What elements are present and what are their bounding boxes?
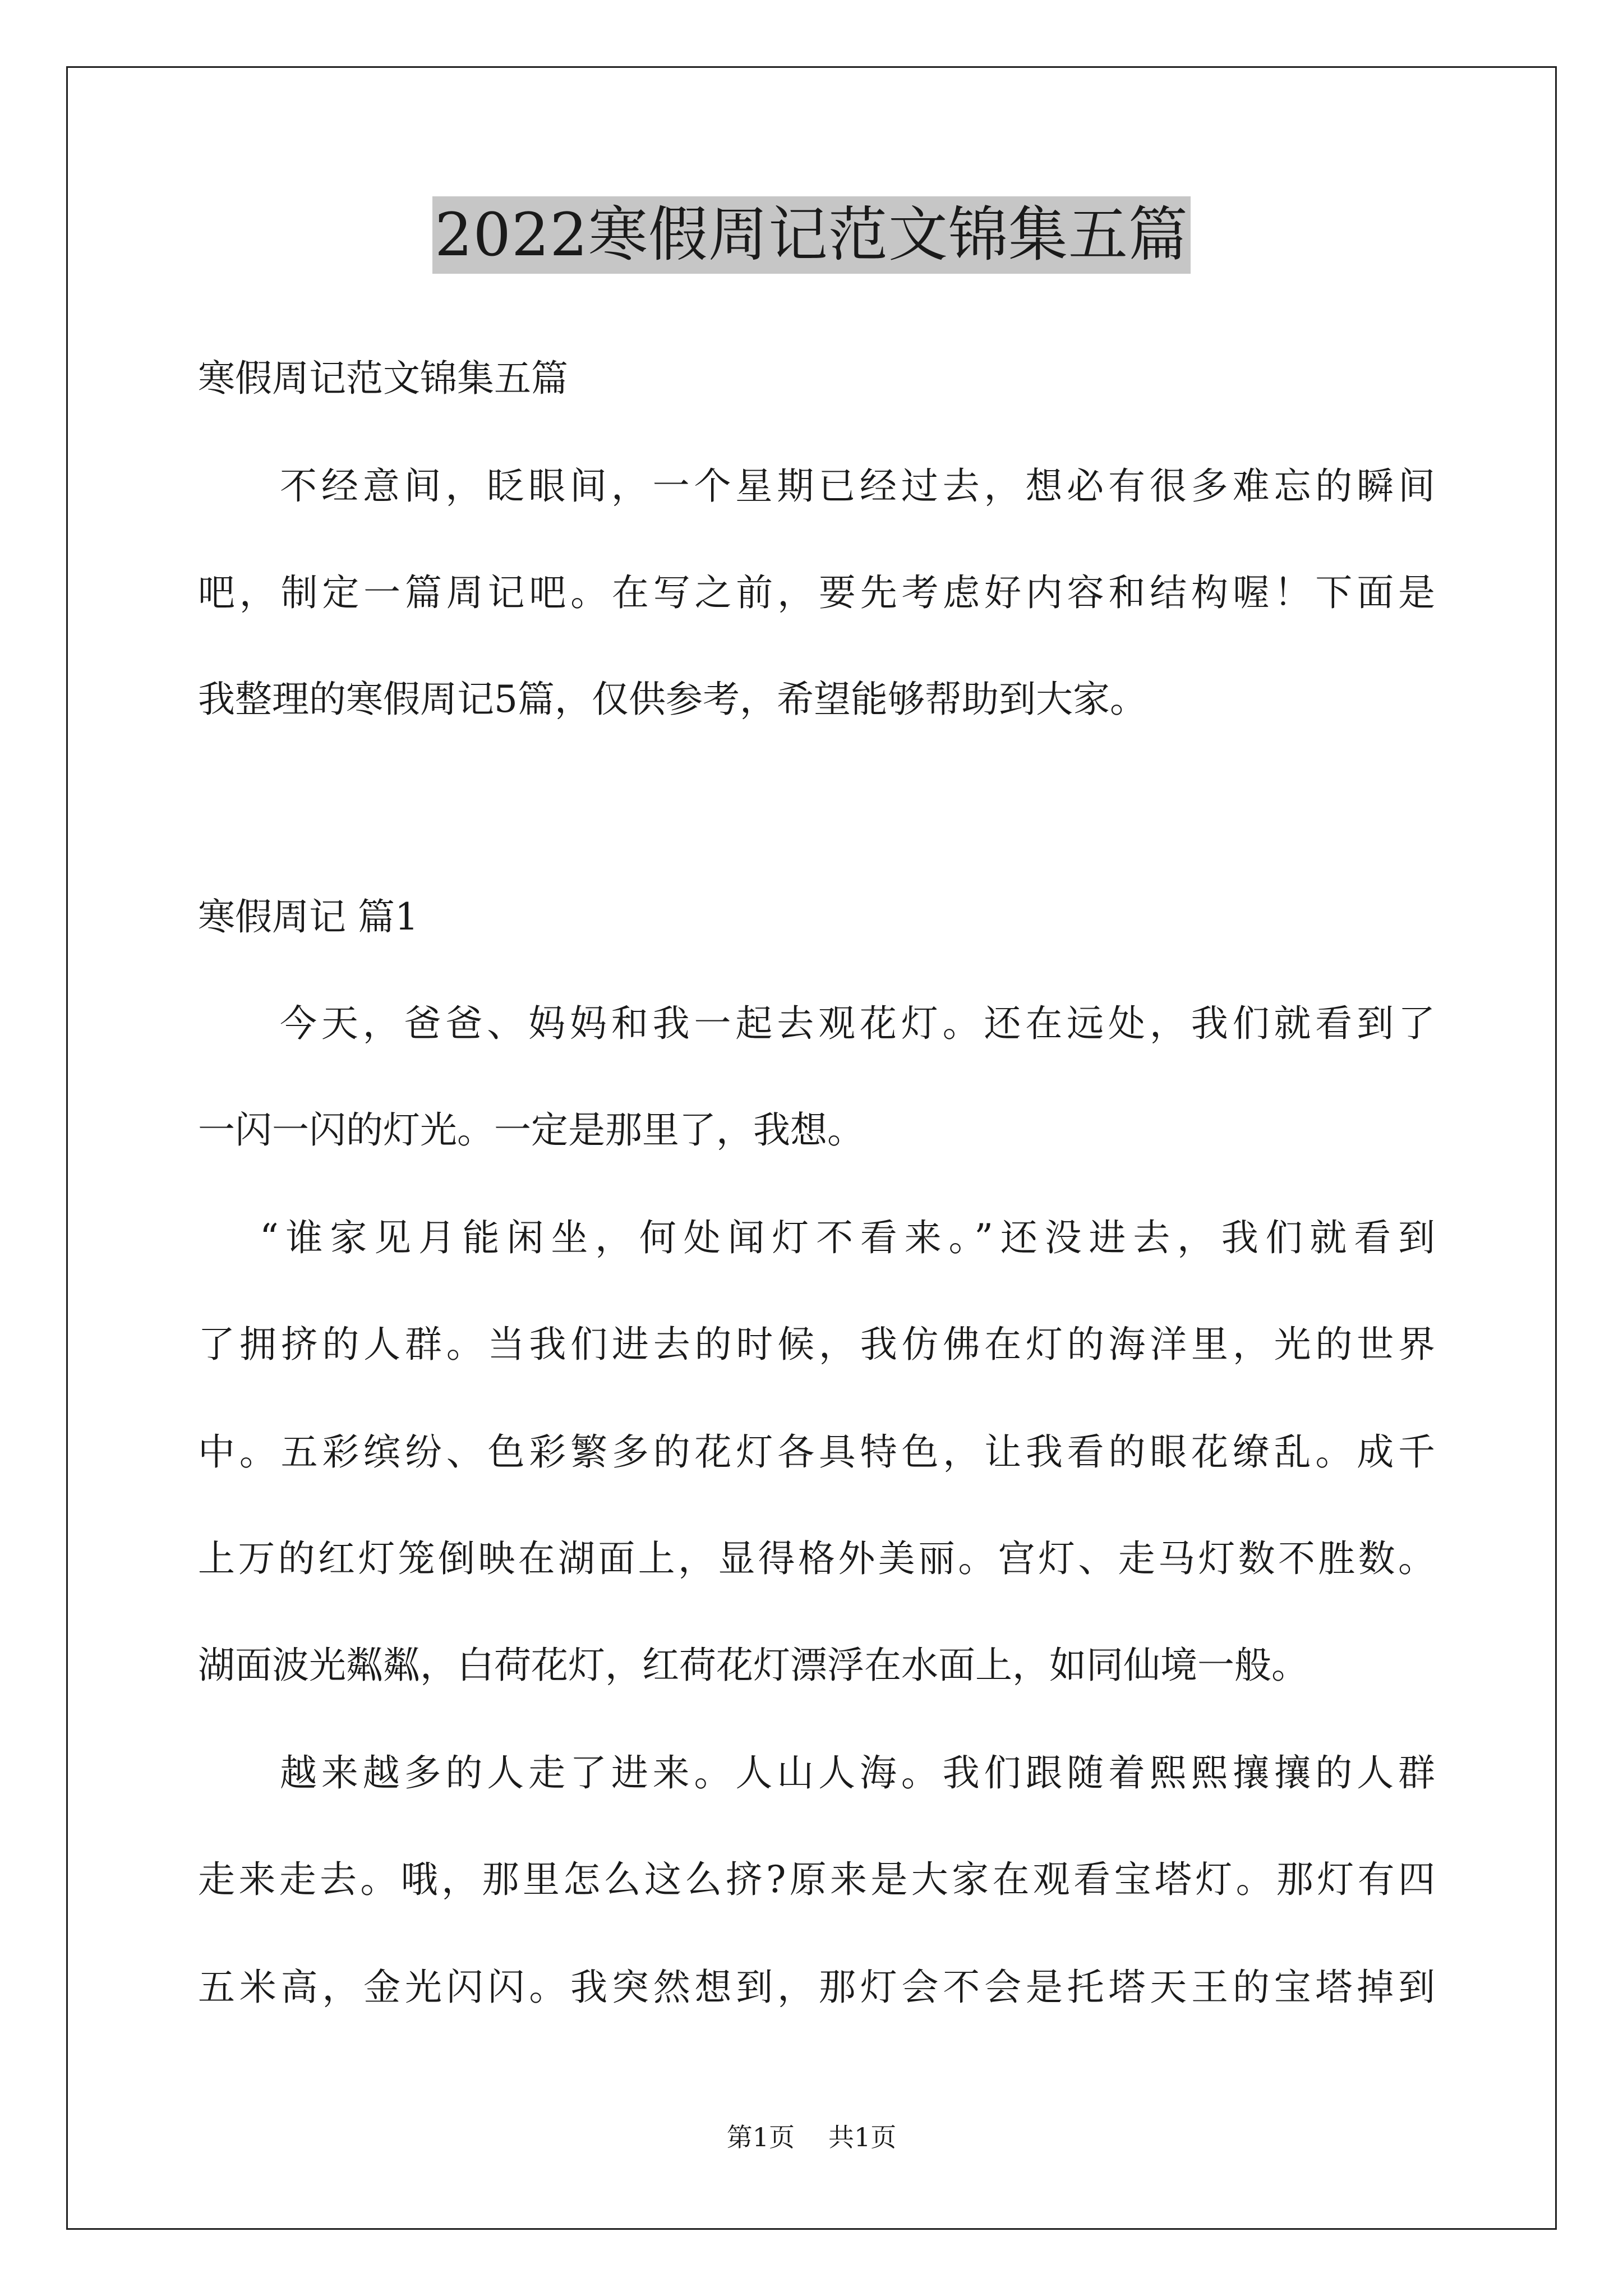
subtitle: 寒假周记范文锦集五篇 [198, 357, 568, 400]
paragraph-line: “谁家见月能闲坐，何处闻灯不看来。”还没进去，我们就看到 [260, 1216, 1435, 1259]
paragraph-line: 越来越多的人走了进来。人山人海。我们跟随着熙熙攘攘的人群 [280, 1751, 1435, 1795]
paragraph-line: 今天，爸爸、妈妈和我一起去观花灯。还在远处，我们就看到了 [280, 1002, 1435, 1045]
page-total: 共1页 [828, 2122, 897, 2152]
paragraph-line: 中。五彩缤纷、色彩繁多的花灯各具特色，让我看的眼花缭乱。成千 [198, 1430, 1435, 1474]
paragraph-line: 五米高，金光闪闪。我突然想到，那灯会不会是托塔天王的宝塔掉到 [198, 1966, 1435, 2009]
document-title: 2022寒假周记范文锦集五篇 [432, 196, 1191, 274]
page-footer [0, 2120, 1623, 2154]
paragraph-line: 一闪一闪的灯光。一定是那里了，我想。 [198, 1108, 864, 1152]
title-container [0, 196, 1623, 274]
intro-line: 不经意间，眨眼间，一个星期已经过去，想必有很多难忘的瞬间 [280, 464, 1435, 508]
paragraph-line: 走来走去。哦，那里怎么这么挤?原来是大家在观看宝塔灯。那灯有四 [198, 1858, 1435, 1901]
paragraph-line: 了拥挤的人群。当我们进去的时候，我仿佛在灯的海洋里，光的世界 [198, 1323, 1435, 1366]
intro-line: 吧，制定一篇周记吧。在写之前，要先考虑好内容和结构喔！下面是 [198, 571, 1435, 614]
section-heading: 寒假周记 篇1 [198, 895, 418, 938]
page-number: 第1页 [726, 2122, 795, 2152]
intro-line: 我整理的寒假周记5篇，仅供参考，希望能够帮助到大家。 [198, 678, 1147, 721]
paragraph-line: 上万的红灯笼倒映在湖面上，显得格外美丽。宫灯、走马灯数不胜数。 [198, 1537, 1435, 1580]
paragraph-line: 湖面波光粼粼，白荷花灯，红荷花灯漂浮在水面上，如同仙境一般。 [198, 1644, 1308, 1687]
